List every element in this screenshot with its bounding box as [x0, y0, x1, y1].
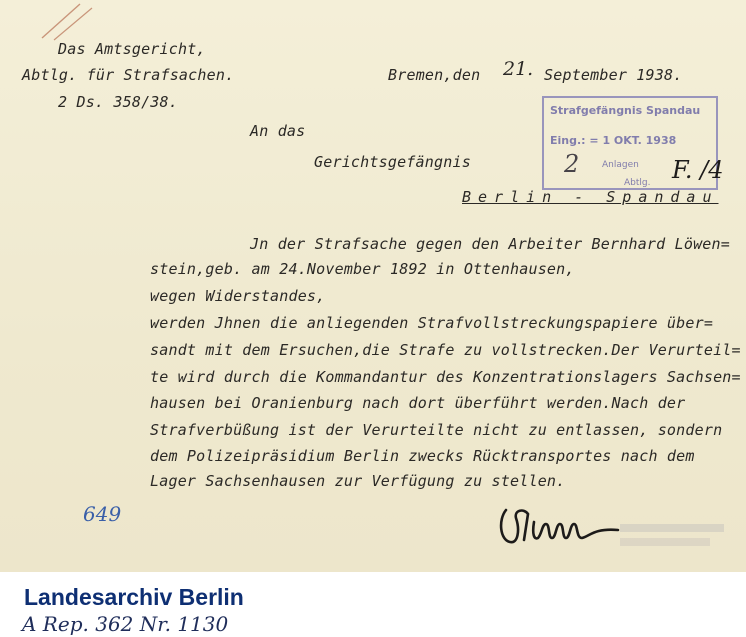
stamp-institution: Strafgefängnis Spandau	[550, 104, 701, 117]
stamp-attachments: Anlagen	[602, 160, 639, 170]
date-prefix: Bremen,den	[388, 66, 481, 84]
recipient-line2: Gerichtsgefängnis	[314, 153, 471, 171]
signature	[494, 500, 624, 550]
date-day-handwritten: 21.	[503, 58, 534, 80]
margin-note-handwritten: 649	[83, 502, 122, 526]
recipient-line1: An das	[250, 122, 306, 140]
body-line: Strafverbüßung ist der Verurteilte nicht zu entlassen, sondern	[150, 421, 723, 439]
archive-name: Landesarchiv Berlin	[24, 584, 244, 610]
body-line: te wird durch die Kommandantur des Konzentrationslagers Sachsen=	[150, 368, 741, 386]
date-month-year: September 1938.	[544, 66, 683, 84]
stamp-number-handwritten: 2	[564, 150, 580, 178]
body-line: hausen bei Oranienburg nach dort überführt werden.Nach der	[150, 394, 686, 412]
body-line: Lager Sachsenhausen zur Verfügung zu stellen.	[150, 472, 566, 490]
body-line: Jn der Strafsache gegen den Arbeiter Bernhard Löwen=	[250, 235, 730, 253]
archive-reference: A Rep. 362 Nr. 1130	[22, 612, 229, 636]
stamp-date: Eing.: = 1 OKT. 1938	[550, 134, 677, 147]
body-line: dem Polizeipräsidium Berlin zwecks Rücktransportes nach dem	[150, 447, 695, 465]
body-line: werden Jhnen die anliegenden Strafvollstreckungspapiere über=	[150, 314, 714, 332]
body-line: sandt mit dem Ersuchen,die Strafe zu vollstrecken.Der Verurteil=	[150, 341, 741, 359]
recipient-line3: Berlin - Spandau	[462, 188, 719, 206]
body-line: wegen Widerstandes,	[150, 287, 326, 305]
pencil-mark	[40, 0, 110, 45]
body-line: stein,geb. am 24.November 1892 in Ottenhausen,	[150, 260, 575, 278]
handwritten-initials: F. /4	[672, 156, 724, 184]
file-number: 2 Ds. 358/38.	[58, 93, 178, 111]
faint-stamp	[618, 520, 728, 550]
sender-department: Abtlg. für Strafsachen.	[22, 66, 235, 84]
stamp-department: Abtlg.	[624, 178, 651, 188]
sender-court: Das Amtsgericht,	[58, 40, 206, 58]
